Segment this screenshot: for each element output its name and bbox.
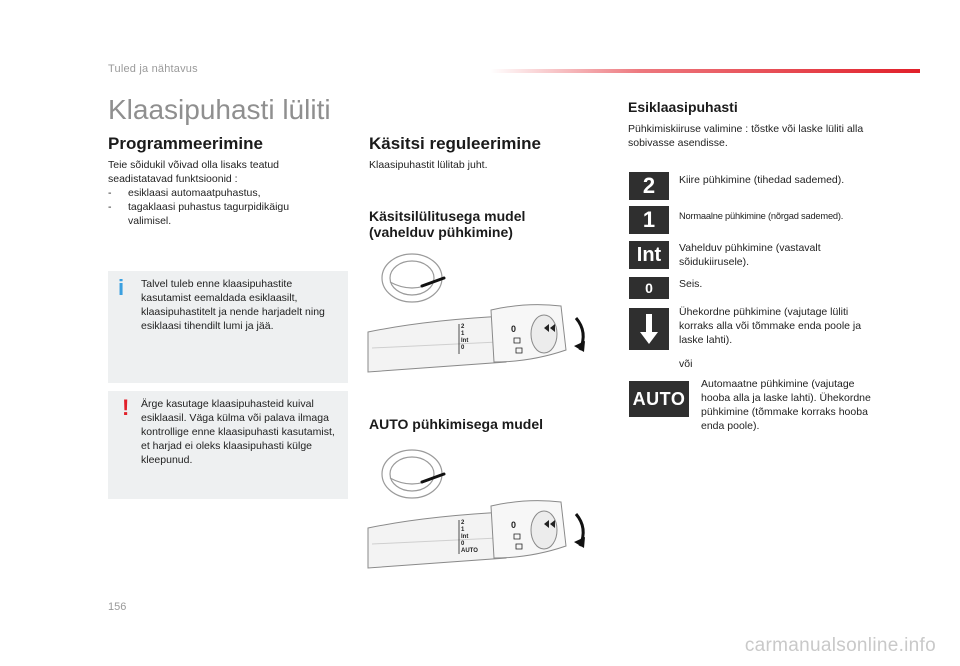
arrow-down-icon [574,341,585,352]
single-wipe-text: Ühekordne pühkimine (vajutage lüliti korraks alla või tõmmake enda poole ja laske lahti). [679,306,862,346]
or-text: või [679,358,693,370]
stalk-mark: Int [461,338,469,344]
speed-1-text: Normaalne pühkimine (nõrgad sademed). [679,211,844,221]
auto-text: Automaatne pühkimine (vajutage hooba alla ja laske lahti). Ühekordne pühkimine (tõmmake korraks hooba enda poole). [701,378,871,432]
stalk-mark: 1 [461,331,465,337]
auto-badge: AUTO [629,381,689,417]
stalk-mark: 0 [461,345,465,351]
stalk-mark: 1 [461,527,465,533]
stalk-zero-label: 0 [511,324,517,334]
warning-icon: ! [122,395,130,420]
wiper-stalk-illustration-intermittent [366,250,596,380]
single-wipe-badge [629,308,669,350]
speed-2-text: Kiire pühkimine (tihedad sademed). [679,174,845,186]
wiper-stalk-illustration-auto [366,444,596,576]
info-note [108,271,348,383]
stalk-mark: 2 [461,520,465,526]
section-label: Tuled ja nähtavus [108,63,198,75]
programming-intro: Teie sõidukil võivad olla lisaks teatud seadistatavad funktsioonid : [108,159,280,185]
speed-1-badge: 1 [629,206,669,234]
model-intermittent-heading: Käsitsilülitusega mudel (vahelduv pühkimine) [369,208,526,240]
list-item: - tagaklaasi puhastus tagurpidikäigu valimisel. [108,200,333,228]
programming-heading: Programmeerimine [108,134,263,153]
programming-list [108,186,333,228]
page-number: 156 [108,601,127,613]
model-auto-heading: AUTO pühkimisega mudel [369,416,543,432]
arrow-down-icon [574,537,585,548]
stalk-mark: 0 [461,541,465,547]
off-text: Seis. [679,278,703,290]
stalk-zero-label: 0 [511,520,517,530]
off-badge: 0 [629,277,669,299]
speed-2-badge: 2 [629,172,669,200]
front-wiper-intro: Pühkimiskiiruse valimine : tõstke või laske lüliti alla sobivasse asendisse. [628,123,864,149]
warning-note [108,391,348,499]
info-icon: i [118,275,125,300]
header-rule [490,69,920,73]
int-text: Vahelduv pühkimine (vastavalt sõidukiirusele). [679,242,821,268]
warning-note-text: Ärge kasutage klaasipuhasteid kuival esiklaasil. Väga külma või palava ilmaga kontrollige enne klaasipuhasti kasutamist, et harjad ei oleks klaasipuhasti külge kleepunud. [141,398,335,466]
footer-brand: carmanualsonline.info [744,635,936,656]
stalk-mark: 2 [461,324,465,330]
info-note-text: Talvel tuleb enne klaasipuhastite kasutamist eemaldada esiklaasilt, klaasipuhastitelt ja nende harjadelt ning esiklaasi tihendilt lumi ja jää. [141,278,325,332]
page-title: Klaasipuhasti lüliti [108,94,331,125]
arrow-down-icon [638,312,660,346]
front-wiper-heading: Esiklaasipuhasti [628,99,738,115]
stalk-mark: Int [461,534,469,540]
manual-text: Klaasipuhastit lülitab juht. [369,159,488,171]
int-badge: Int [629,241,669,269]
manual-heading: Käsitsi reguleerimine [369,134,541,153]
stalk-mark: AUTO [461,548,478,554]
list-item: - esiklaasi automaatpuhastus, [108,186,333,200]
